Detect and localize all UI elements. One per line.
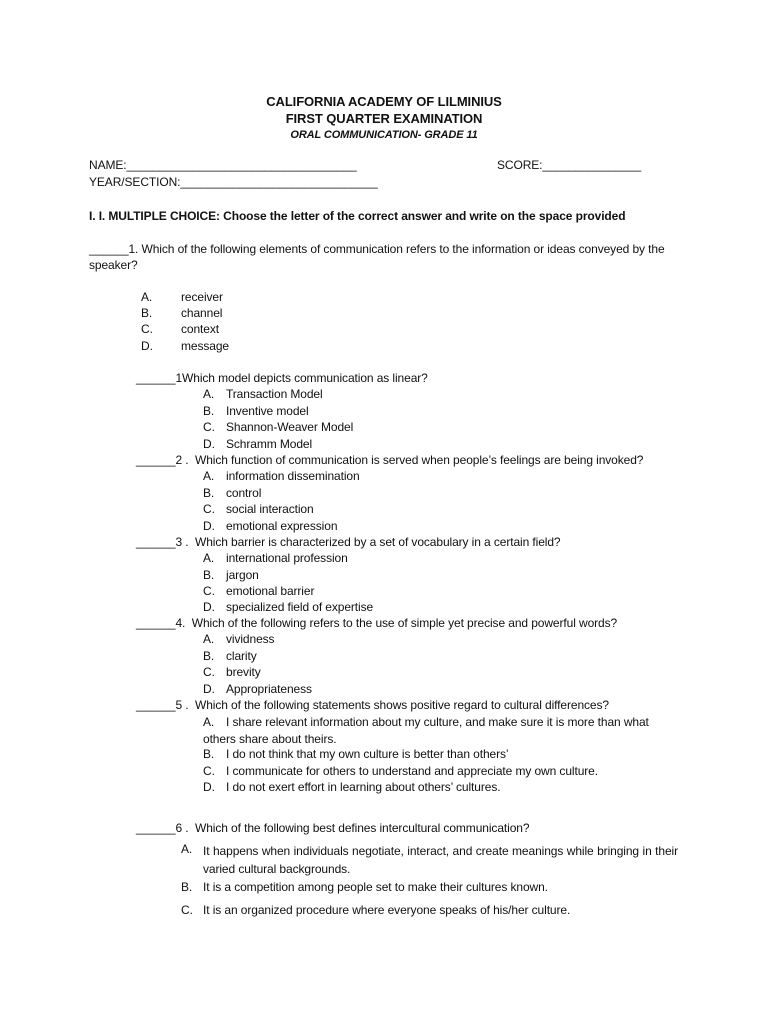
option-text: I share relevant information about my culture, and make sure it is more than what others share about theirs. (203, 715, 649, 746)
option-letter: B. (203, 649, 215, 663)
question-text: Which of the following best defines intercultural communication? (194, 821, 530, 835)
option-text: emotional expression (226, 519, 338, 533)
answer-blank: ______1. (89, 242, 139, 256)
option-b (203, 568, 259, 582)
option-c (141, 322, 219, 336)
question-text: Which model depicts communication as linear? (182, 371, 428, 385)
option-c (203, 502, 314, 516)
option-letter: C. (181, 903, 193, 917)
option-text: specialized field of expertise (226, 600, 374, 614)
answer-blank: ______5 . (136, 698, 189, 712)
option-letter: D. (203, 780, 215, 794)
option-text: It is a competition among people set to make their cultures known. (203, 880, 548, 894)
option-c (203, 764, 598, 778)
option-text: It happens when individuals negotiate, interact, and create meanings while bringing in their varied cultural backgrounds. (203, 844, 678, 876)
option-text: Schramm Model (226, 437, 313, 451)
option-letter: C. (141, 322, 153, 336)
question-text: Which of the following elements of communication refers to the information or ideas conveyed by the speaker? (89, 242, 665, 272)
question-3 (136, 453, 643, 467)
option-b (141, 306, 222, 320)
option-letter: D. (203, 519, 215, 533)
option-b (203, 404, 309, 418)
question-7 (136, 821, 529, 835)
question-text: Which function of communication is served when people’s feelings are being invoked? (194, 453, 644, 467)
option-letter: A. (203, 469, 215, 483)
option-text: Appropriateness (226, 682, 312, 696)
option-b (203, 747, 508, 761)
option-a (203, 551, 348, 565)
option-a (203, 632, 274, 646)
option-text: Shannon-Weaver Model (226, 420, 354, 434)
answer-blank: ______1 (136, 371, 183, 385)
subject-title: ORAL COMMUNICATION- GRADE 11 (290, 129, 478, 141)
option-text: emotional barrier (226, 584, 315, 598)
option-letter: C. (203, 665, 215, 679)
score-field-label: SCORE:_______________ (497, 158, 642, 172)
option-d (203, 682, 312, 696)
option-letter: D. (203, 437, 215, 451)
option-letter: A. (181, 842, 193, 856)
question-6 (136, 698, 609, 712)
option-c (203, 665, 261, 679)
year-section-field-label: YEAR/SECTION:______________________________ (89, 175, 378, 189)
option-letter: C. (203, 584, 215, 598)
option-d (203, 437, 312, 451)
question-1 (89, 241, 679, 273)
school-name: CALIFORNIA ACADEMY OF LILMINIUS (266, 94, 502, 109)
answer-blank: ______4. (136, 616, 186, 630)
option-b (203, 649, 257, 663)
option-c (181, 903, 570, 917)
option-text: jargon (226, 568, 259, 582)
option-text: Transaction Model (226, 387, 323, 401)
option-letter: C. (203, 764, 215, 778)
option-text: brevity (226, 665, 261, 679)
option-text: international profession (226, 551, 348, 565)
option-text: channel (181, 306, 223, 320)
option-d (203, 600, 373, 614)
option-text: vividness (226, 632, 275, 646)
option-a (203, 387, 323, 401)
option-text: control (226, 486, 262, 500)
question-text: Which barrier is characterized by a set of vocabulary in a certain field? (194, 535, 561, 549)
option-text: message (181, 339, 229, 353)
option-text: context (181, 322, 219, 336)
name-field-label: NAME:___________________________________ (89, 158, 357, 172)
option-text: I do not think that my own culture is better than others’ (226, 747, 509, 761)
option-letter: B. (141, 306, 153, 320)
option-letter: C. (203, 420, 215, 434)
option-letter: A. (203, 387, 215, 401)
option-b (203, 486, 261, 500)
option-text: It is an organized procedure where everyone speaks of his/her culture. (203, 903, 571, 917)
option-letter: B. (203, 747, 215, 761)
option-text: I communicate for others to understand and appreciate my own culture. (226, 764, 598, 778)
option-letter: A. (203, 632, 215, 646)
option-letter: B. (203, 568, 215, 582)
question-5 (136, 616, 617, 630)
answer-blank: ______6 . (136, 821, 189, 835)
answer-blank: ______2 . (136, 453, 189, 467)
option-a (141, 290, 223, 304)
option-a (203, 714, 678, 748)
option-letter: A. (141, 290, 153, 304)
question-2 (136, 371, 428, 385)
answer-blank: ______3 . (136, 535, 189, 549)
option-text: receiver (181, 290, 223, 304)
option-text: Inventive model (226, 404, 309, 418)
option-d (203, 519, 337, 533)
option-text: clarity (226, 649, 257, 663)
option-c (203, 420, 353, 434)
option-letter: C. (203, 502, 215, 516)
option-a (203, 469, 360, 483)
option-letter: B. (203, 486, 215, 500)
option-letter: B. (203, 404, 215, 418)
option-text: social interaction (226, 502, 314, 516)
question-text: Which of the following refers to the use of simple yet precise and powerful words? (191, 616, 618, 630)
option-c (203, 584, 314, 598)
option-letter: A. (203, 551, 215, 565)
option-text: I do not exert effort in learning about others’ cultures. (226, 780, 501, 794)
exam-title: FIRST QUARTER EXAMINATION (285, 111, 483, 126)
option-letter: B. (181, 880, 193, 894)
option-letter: A. (203, 715, 215, 729)
question-4 (136, 535, 561, 549)
option-d (141, 339, 229, 353)
option-letter: D. (203, 600, 215, 614)
section-heading: I. I. MULTIPLE CHOICE: Choose the letter of the correct answer and write on the space provided (89, 209, 626, 223)
option-b (181, 880, 548, 894)
option-letter: D. (141, 339, 153, 353)
option-text: information dissemination (226, 469, 360, 483)
option-letter: D. (203, 682, 215, 696)
question-text: Which of the following statements shows positive regard to cultural differences? (194, 698, 609, 712)
option-d (203, 780, 500, 794)
